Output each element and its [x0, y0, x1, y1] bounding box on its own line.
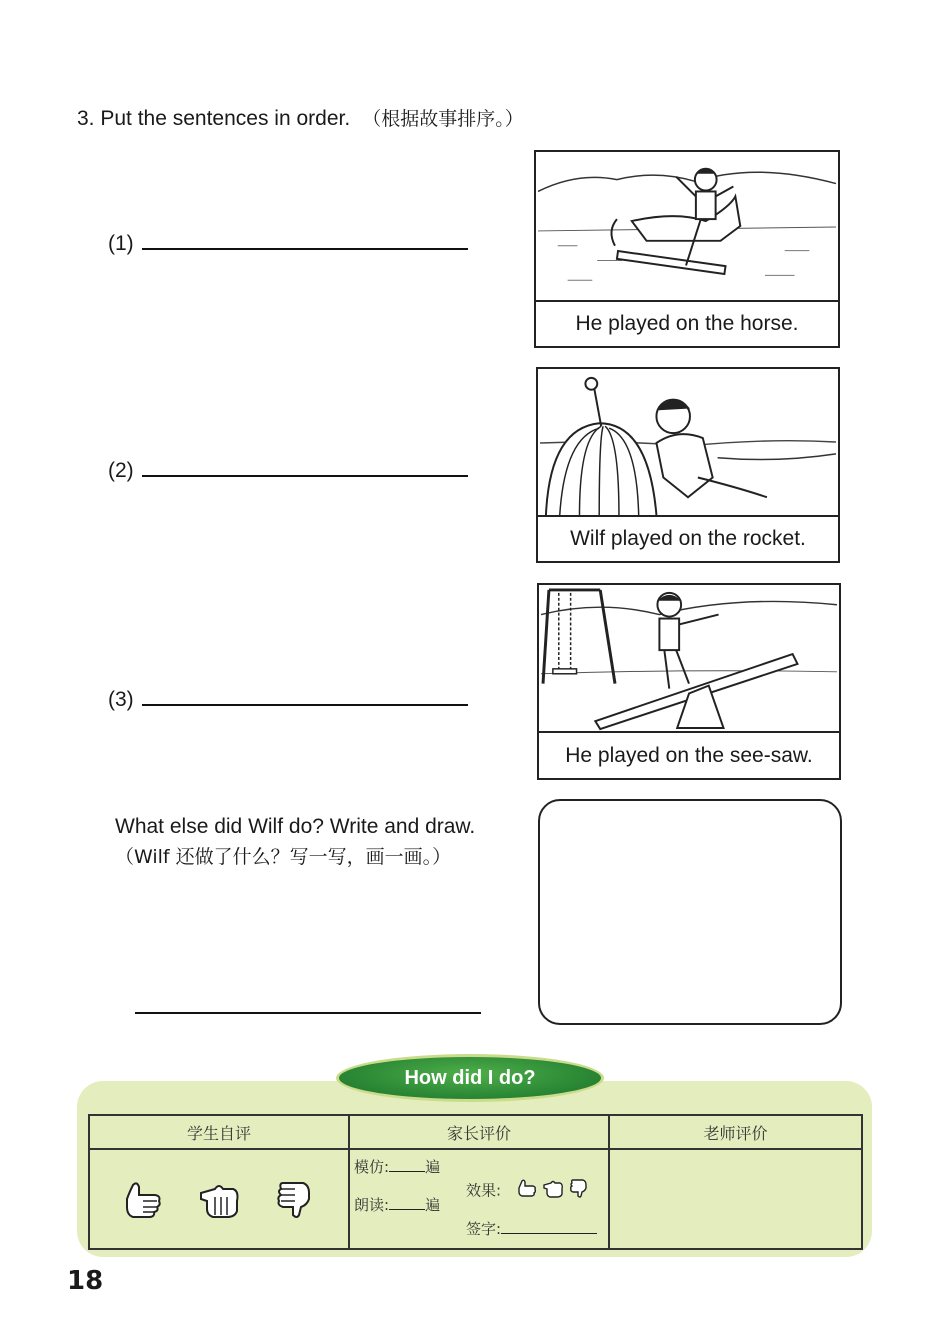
parent-eval-cell — [349, 1149, 609, 1249]
answer-slot-3[interactable] — [108, 686, 468, 712]
page-number: 18 — [67, 1266, 104, 1296]
evaluation-header-row — [89, 1115, 862, 1149]
evaluation-title-badge: How did I do? — [336, 1054, 604, 1102]
instruction-text: 3. Put the sentences in order. — [77, 107, 351, 130]
answer-slot-2[interactable] — [108, 457, 468, 483]
imitate-row — [354, 1156, 440, 1177]
imitate-times: 遍 — [425, 1158, 441, 1176]
teacher-eval-cell[interactable] — [609, 1149, 862, 1249]
extra-question — [115, 812, 475, 872]
caption-seesaw: He played on the see-saw. — [565, 744, 813, 767]
extra-prompt: What else did Wilf do? Write and draw. — [115, 815, 476, 838]
instruction-heading — [77, 104, 524, 131]
answer-line[interactable] — [142, 686, 468, 706]
rocket-illustration — [538, 369, 838, 517]
extra-prompt-cn: （Wilf 还做了什么？写一写，画一画。） — [115, 846, 452, 868]
student-eval-cell — [89, 1149, 349, 1249]
teacher-eval-header: 老师评价 — [609, 1115, 862, 1149]
answer-slot-1[interactable] — [108, 230, 468, 256]
caption-horse: He played on the horse. — [575, 312, 799, 335]
imitate-label: 模仿: — [354, 1158, 390, 1176]
seesaw-illustration — [539, 585, 839, 733]
write-line[interactable] — [135, 1012, 481, 1014]
thumbs-sideways-icon — [544, 1182, 562, 1198]
read-row — [354, 1194, 440, 1215]
effect-row — [466, 1178, 592, 1204]
horse-illustration — [536, 152, 838, 302]
answer-line[interactable] — [142, 457, 468, 477]
thumbs-down-icon — [571, 1180, 586, 1197]
thumbs-down-icon[interactable] — [273, 1179, 317, 1219]
read-label: 朗读: — [354, 1196, 390, 1214]
evaluation-table — [88, 1114, 863, 1250]
answer-line[interactable] — [142, 230, 468, 250]
sign-label: 签字: — [466, 1220, 502, 1238]
evaluation-body-row — [89, 1149, 862, 1249]
instruction-text-cn: （根据故事排序。） — [362, 108, 524, 130]
effect-rating-icons[interactable] — [516, 1178, 592, 1200]
effect-label: 效果: — [466, 1181, 502, 1200]
picture-card-rocket — [536, 367, 840, 563]
read-blank[interactable] — [389, 1197, 425, 1210]
picture-card-seesaw — [537, 583, 841, 780]
sign-blank[interactable] — [501, 1221, 597, 1234]
read-times: 遍 — [425, 1196, 441, 1214]
sign-row — [466, 1218, 597, 1239]
imitate-blank[interactable] — [389, 1159, 425, 1172]
thumbs-up-icon[interactable] — [121, 1179, 165, 1219]
thumbs-up-icon — [519, 1180, 535, 1196]
picture-card-horse — [534, 150, 840, 348]
thumbs-sideways-icon[interactable] — [197, 1179, 241, 1219]
slot-label: (3) — [108, 688, 134, 711]
drawing-box[interactable] — [538, 799, 842, 1025]
student-eval-header: 学生自评 — [89, 1115, 349, 1149]
slot-label: (2) — [108, 459, 134, 482]
parent-eval-header: 家长评价 — [349, 1115, 609, 1149]
caption-rocket: Wilf played on the rocket. — [570, 527, 806, 550]
slot-label: (1) — [108, 232, 134, 255]
